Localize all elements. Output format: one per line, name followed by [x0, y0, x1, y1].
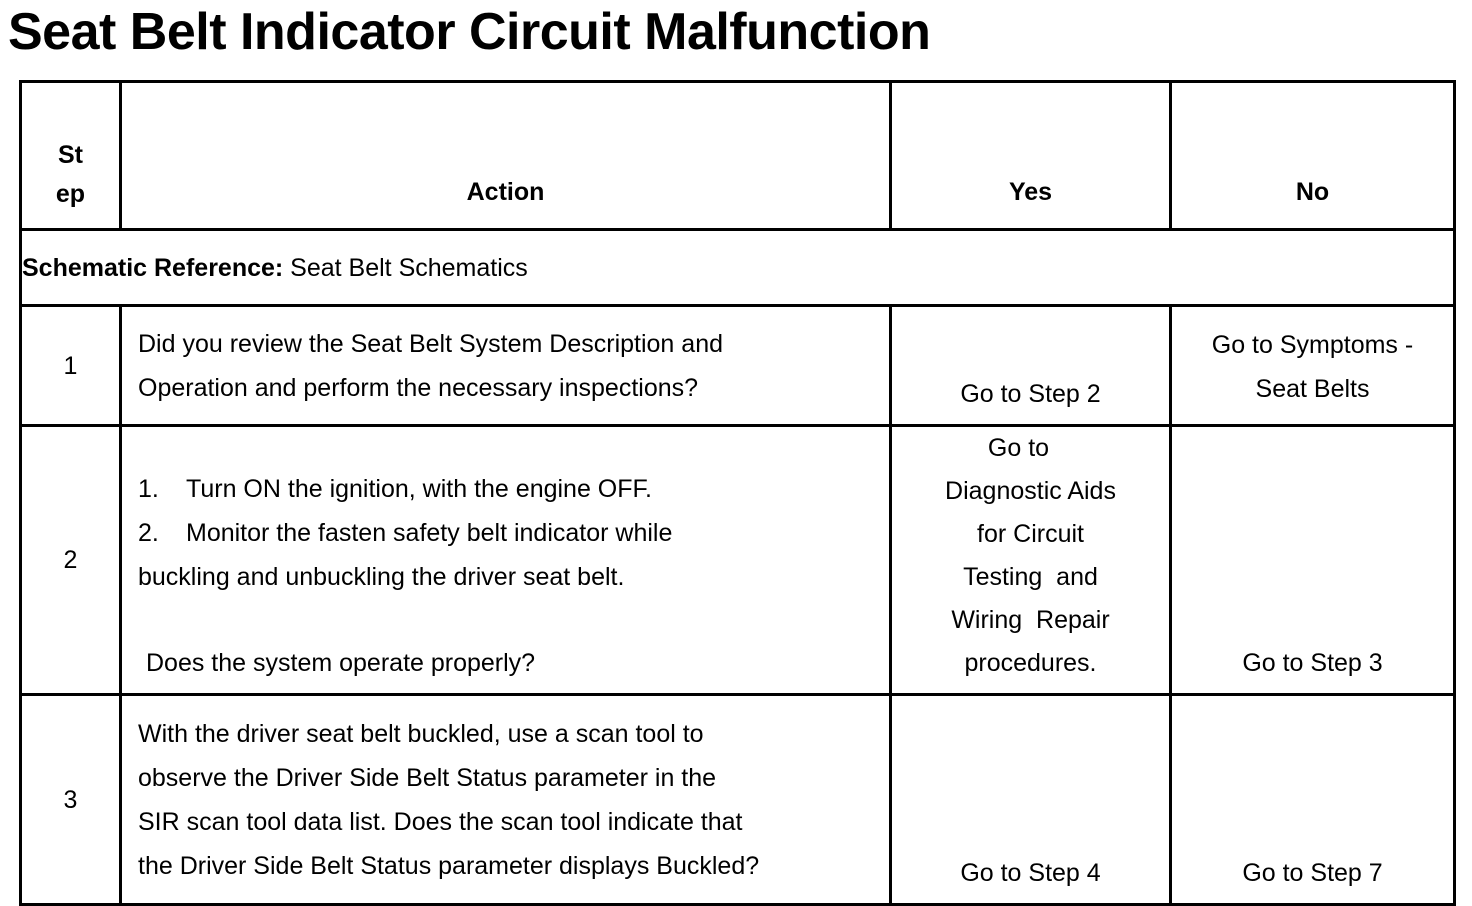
yes-line: Testing and [963, 563, 1098, 591]
step-header [21, 82, 121, 230]
action-list-item: 2. Monitor the fasten safety belt indicator while [138, 519, 673, 547]
schematic-reference-value: Seat Belt Schematics [283, 253, 528, 282]
action-line: SIR scan tool data list. Does the scan tool indicate that [138, 807, 743, 836]
table-row [21, 306, 1455, 426]
schematic-reference-label: Schematic Reference: [22, 253, 284, 282]
yes-cell: Go to Step 4 [891, 695, 1171, 905]
action-line: Did you review the Seat Belt System Description and [138, 329, 723, 358]
table-row [21, 695, 1455, 905]
diagnostic-table [19, 80, 1456, 906]
no-line: Go to Symptoms - [1211, 331, 1414, 359]
action-line: buckling and unbuckling the driver seat belt. [138, 563, 625, 591]
yes-header: Yes [891, 82, 1171, 230]
action-line: Operation and perform the necessary inspections? [138, 373, 699, 402]
action-cell [121, 695, 891, 905]
page-title: Seat Belt Indicator Circuit Malfunction [8, 3, 931, 61]
no-line: Seat Belts [1255, 375, 1370, 403]
action-cell [121, 306, 891, 426]
yes-line: for Circuit [977, 520, 1084, 548]
action-list-item: 1. Turn ON the ignition, with the engine OFF. [138, 475, 652, 503]
no-header: No [1171, 82, 1455, 230]
step-header-line-2: ep [55, 180, 86, 208]
yes-line: Wiring Repair [951, 606, 1110, 634]
step-number: 3 [21, 695, 121, 905]
yes-line: procedures. [964, 649, 1097, 677]
step-number: 1 [21, 306, 121, 426]
yes-line: Go to [987, 434, 1050, 462]
action-question: Does the system operate properly? [146, 649, 536, 677]
step-header-line-1: St [58, 141, 83, 169]
schematic-reference-row [21, 230, 1455, 306]
spacer [138, 599, 889, 641]
no-cell [1171, 306, 1455, 426]
yes-cell [891, 426, 1171, 695]
action-line: the Driver Side Belt Status parameter displays Buckled? [138, 851, 760, 880]
step-number: 2 [21, 426, 121, 695]
header-row [21, 82, 1455, 230]
action-cell [121, 426, 891, 695]
no-cell: Go to Step 3 [1171, 426, 1455, 695]
schematic-reference [21, 230, 1455, 306]
yes-line: Diagnostic Aids [945, 477, 1116, 505]
action-header: Action [121, 82, 891, 230]
no-cell: Go to Step 7 [1171, 695, 1455, 905]
action-line: With the driver seat belt buckled, use a scan tool to [138, 719, 704, 748]
table-row [21, 426, 1455, 695]
action-line: observe the Driver Side Belt Status parameter in the [138, 763, 717, 792]
yes-cell: Go to Step 2 [891, 306, 1171, 426]
